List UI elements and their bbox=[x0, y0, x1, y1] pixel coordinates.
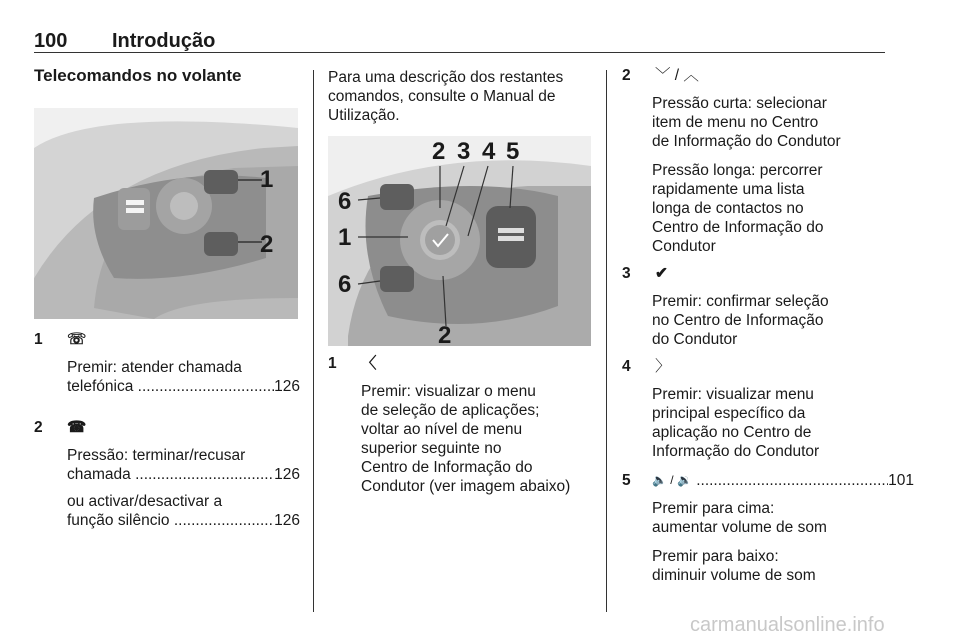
column-1 bbox=[34, 66, 300, 85]
item-2-mute-ref: função silêncio ..... 126 bbox=[67, 511, 300, 530]
col1-items bbox=[34, 330, 300, 536]
text-line: Pressão curta: selecionar bbox=[652, 95, 827, 112]
item-number: 5 bbox=[622, 472, 631, 489]
text-line: diminuir volume de som bbox=[652, 567, 816, 584]
item-2-text: Pressão: terminar/recusar bbox=[67, 447, 246, 464]
item-1-desc bbox=[328, 378, 598, 496]
steering-wheel-figure-center bbox=[328, 136, 591, 346]
text-line: no Centro de Informação bbox=[652, 312, 824, 329]
callout-1: 1 bbox=[338, 224, 352, 251]
text-line: Centro de Informação do bbox=[652, 219, 824, 236]
item-2-ref: chamada ..... 126 bbox=[67, 465, 300, 484]
item-4-desc bbox=[622, 385, 884, 461]
callout-2: 2 bbox=[432, 138, 446, 165]
text-line: longa de contactos no bbox=[652, 200, 804, 217]
item-1-text: Premir: atender chamada bbox=[67, 359, 242, 376]
callout-2-bottom: 2 bbox=[438, 322, 452, 346]
column-divider-1 bbox=[313, 70, 314, 612]
section-title: Telecomandos no volante bbox=[34, 66, 242, 85]
callout-1: 1 bbox=[260, 166, 274, 193]
phone-answer-icon: ☏ bbox=[67, 331, 87, 348]
checkmark-icon: ✔ bbox=[655, 265, 668, 282]
item-2-header bbox=[34, 418, 300, 442]
text-line: de seleção de aplicações; bbox=[361, 402, 540, 419]
column-3 bbox=[622, 66, 914, 585]
text-line: Premir: visualizar o menu bbox=[361, 383, 536, 400]
watermark: carmanualsonline.info bbox=[690, 614, 885, 636]
callout-2: 2 bbox=[260, 231, 274, 258]
text-line: Premir: confirmar seleção bbox=[652, 293, 829, 310]
item-1-ref: telefónica ..... 126 bbox=[67, 377, 300, 396]
text-line: Premir para baixo: bbox=[652, 548, 779, 565]
callout-3: 3 bbox=[457, 138, 471, 165]
text-line: Centro de Informação do bbox=[361, 459, 533, 476]
item-5-desc bbox=[622, 499, 884, 585]
item-1-header bbox=[34, 330, 300, 354]
text-line: Informação do Condutor bbox=[652, 443, 820, 460]
item-5-header bbox=[622, 471, 914, 499]
item-number: 3 bbox=[622, 265, 631, 282]
page-title: Introdução bbox=[112, 30, 216, 52]
steering-wheel-figure-left bbox=[34, 108, 298, 319]
column-2-intro bbox=[328, 68, 598, 125]
text-line: superior seguinte no bbox=[361, 440, 502, 457]
callout-6-bottom: 6 bbox=[338, 271, 352, 298]
item-4-header bbox=[622, 357, 884, 385]
text-line: principal específico da bbox=[652, 405, 806, 422]
item-number: 2 bbox=[34, 419, 43, 436]
column-divider-2 bbox=[606, 70, 607, 612]
text-line: Condutor (ver imagem abaixo) bbox=[361, 478, 571, 495]
chevron-up-down-icon: ﹀ / ︿ bbox=[655, 67, 699, 84]
item-number: 1 bbox=[34, 331, 43, 348]
intro-line: comandos, consulte o Manual de bbox=[328, 88, 556, 105]
item-2-header bbox=[622, 66, 884, 94]
page-number: 100 bbox=[34, 30, 68, 52]
chevron-left-icon: 〈 bbox=[361, 355, 377, 372]
col2-items bbox=[328, 354, 598, 496]
text-line: Condutor bbox=[652, 238, 716, 255]
text-line: Pressão longa: percorrer bbox=[652, 162, 823, 179]
item-number: 4 bbox=[622, 358, 631, 375]
item-1-body bbox=[34, 354, 300, 418]
text-line: Premir para cima: bbox=[652, 500, 775, 517]
callout-6-top: 6 bbox=[338, 188, 352, 215]
item-2-mute-text: ou activar/desactivar a bbox=[67, 493, 223, 510]
text-line: aplicação no Centro de bbox=[652, 424, 812, 441]
item-5-ref: 🔈 / 🔉 ..... 101 bbox=[652, 471, 914, 490]
item-number: 1 bbox=[328, 355, 337, 372]
text-line: do Condutor bbox=[652, 331, 738, 348]
intro-line: Utilização. bbox=[328, 107, 400, 124]
text-line: voltar ao nível de menu bbox=[361, 421, 523, 438]
callout-4: 4 bbox=[482, 138, 496, 165]
item-3-header bbox=[622, 264, 884, 292]
text-line: item de menu no Centro bbox=[652, 114, 819, 131]
item-2-body bbox=[34, 442, 300, 492]
phone-hangup-icon: ☎ bbox=[67, 419, 87, 436]
callout-5: 5 bbox=[506, 138, 520, 165]
volume-up-down-icon: 🔈 / 🔉 bbox=[652, 473, 692, 487]
text-line: de Informação do Condutor bbox=[652, 133, 841, 150]
page-header bbox=[34, 30, 885, 53]
item-2-desc bbox=[622, 94, 884, 256]
item-number: 2 bbox=[622, 67, 631, 84]
item-2-mute bbox=[34, 492, 300, 536]
chevron-right-icon: 〉 bbox=[655, 358, 671, 375]
item-1-header bbox=[328, 354, 598, 378]
text-line: Premir: visualizar menu bbox=[652, 386, 814, 403]
text-line: aumentar volume de som bbox=[652, 519, 827, 536]
text-line: rapidamente uma lista bbox=[652, 181, 805, 198]
item-3-desc bbox=[622, 292, 884, 349]
intro-line: Para uma descrição dos restantes bbox=[328, 69, 564, 86]
